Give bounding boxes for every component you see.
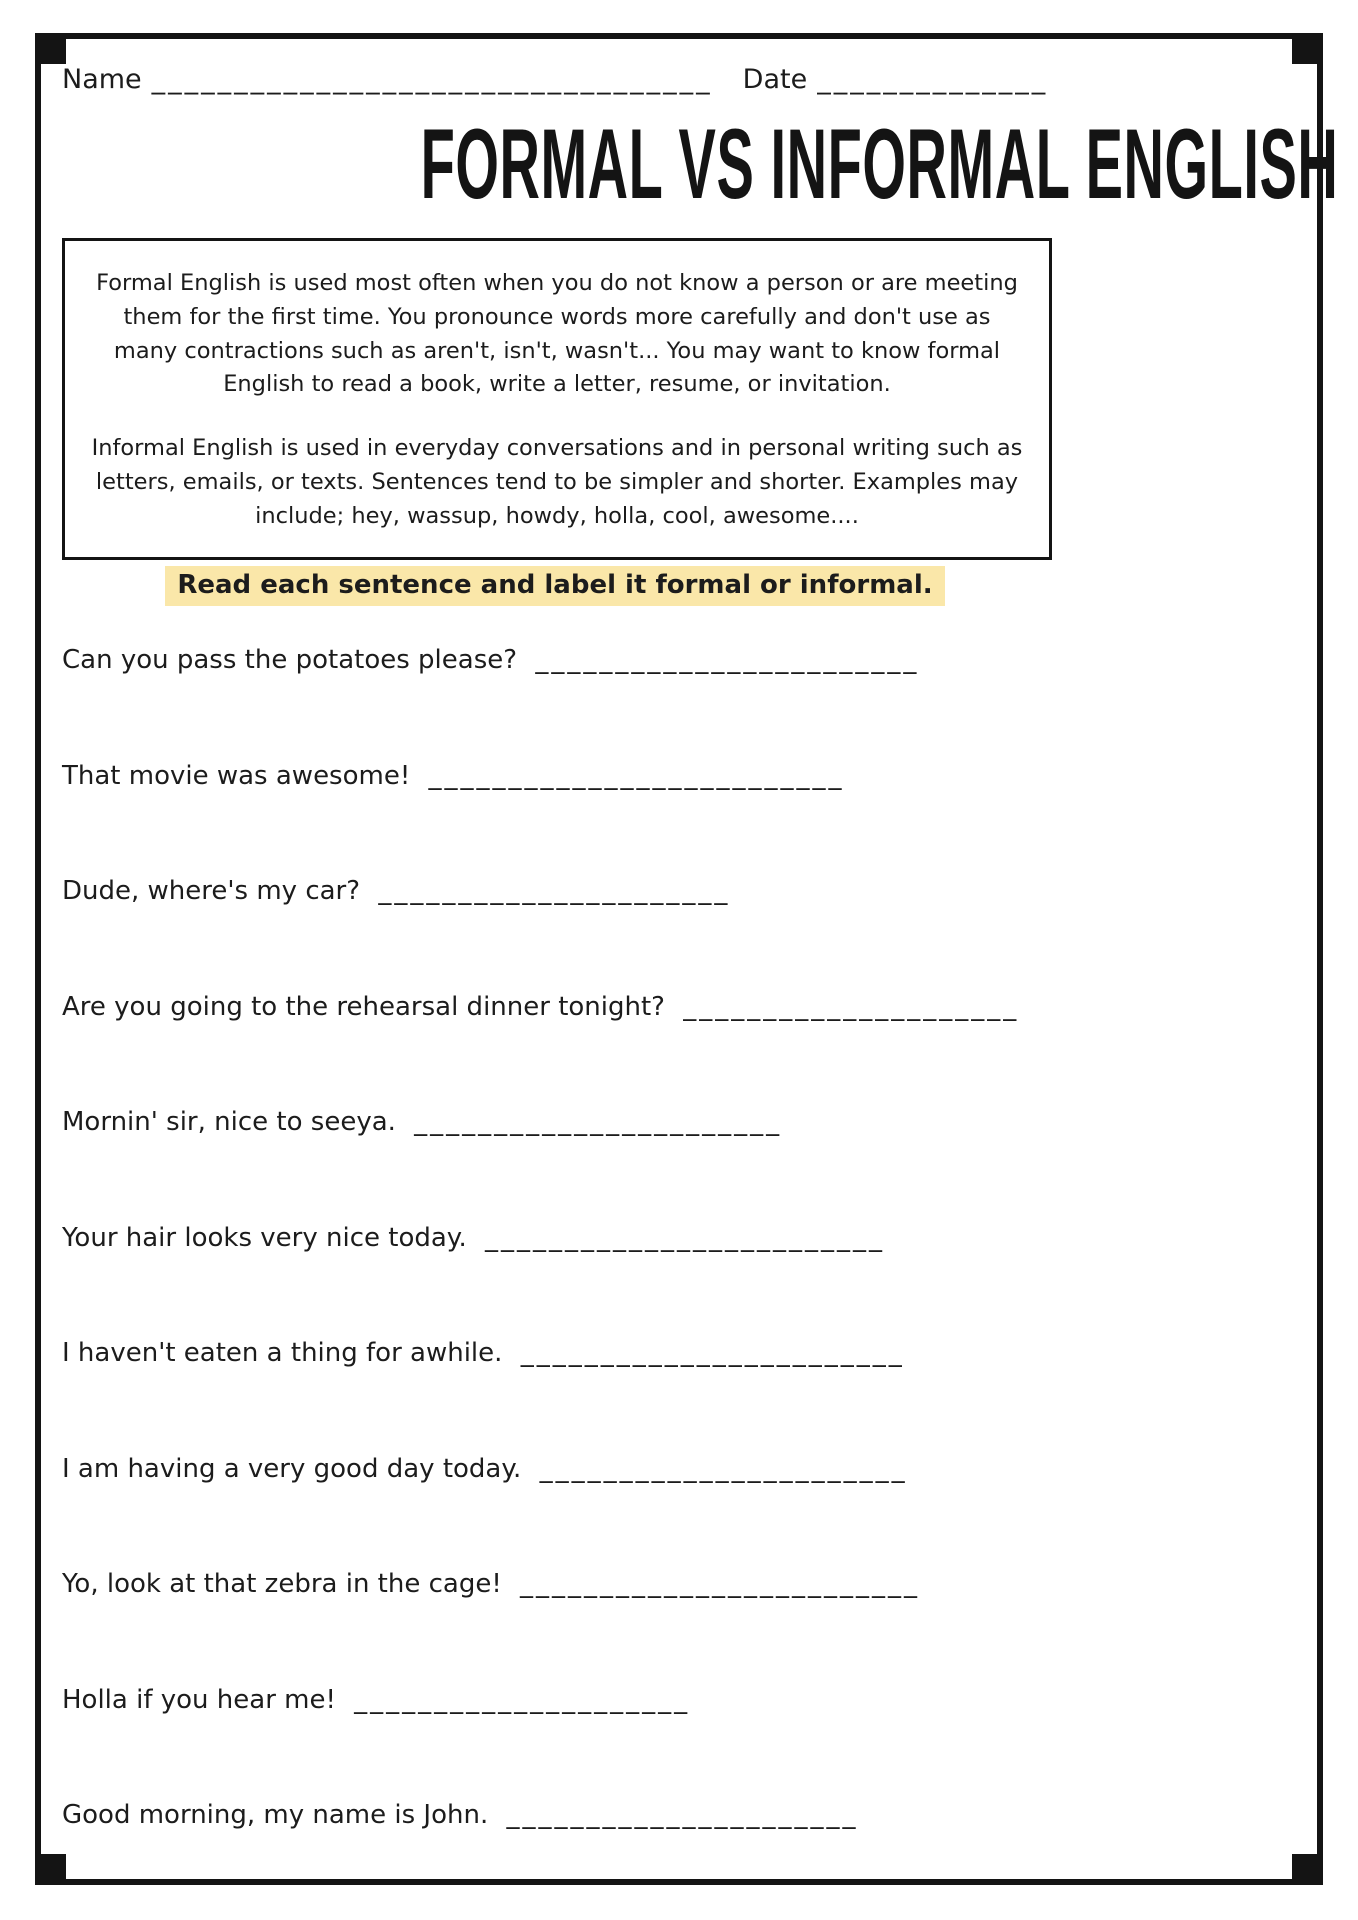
sentence-row [62, 645, 919, 675]
sentence-row [62, 876, 730, 906]
corner-square-bottom-right [1292, 1854, 1317, 1879]
title-row [60, 108, 1339, 223]
sentence-row [62, 1223, 885, 1253]
date-label: Date [742, 64, 808, 95]
answer-blank-line[interactable]: ______________________ [378, 876, 731, 906]
sentence-text: Mornin' sir, nice to seeya. [62, 1107, 396, 1137]
sentence-row [62, 1800, 859, 1830]
answer-blank-line[interactable]: __________________________ [428, 761, 845, 791]
sentence-row [62, 1107, 782, 1137]
sentence-text: Are you going to the rehearsal dinner tonight? [62, 992, 665, 1022]
sentence-row [62, 1569, 920, 1599]
answer-blank-line[interactable]: _________________________ [485, 1223, 885, 1253]
sentence-text: I am having a very good day today. [62, 1454, 522, 1484]
instruction-row [60, 566, 1050, 606]
name-date-row [62, 64, 1057, 95]
sentence-row [62, 992, 1019, 1022]
intro-box [62, 238, 1052, 560]
sentence-row [62, 1454, 908, 1484]
sentence-text: Yo, look at that zebra in the cage! [62, 1569, 502, 1599]
answer-blank-line[interactable]: _________________________ [520, 1569, 921, 1599]
corner-square-top-left [41, 39, 66, 64]
sentence-row [62, 1338, 905, 1368]
sentence-text: Dude, where's my car? [62, 876, 361, 906]
date-blank-line[interactable]: ______________ [817, 64, 1049, 95]
sentence-text: Can you pass the potatoes please? [62, 645, 518, 675]
corner-square-bottom-left [41, 1854, 66, 1879]
sentence-row [62, 761, 845, 791]
worksheet-title: FORMAL VS INFORMAL ENGLISH [420, 108, 1339, 220]
sentence-row [62, 1685, 690, 1715]
name-label: Name [62, 64, 142, 95]
sentence-text: Good morning, my name is John. [62, 1800, 489, 1830]
sentence-text: Holla if you hear me! [62, 1685, 336, 1715]
sentence-text: That movie was awesome! [62, 761, 411, 791]
answer-blank-line[interactable]: _____________________ [354, 1685, 691, 1715]
answer-blank-line[interactable]: _____________________ [683, 992, 1020, 1022]
answer-blank-line[interactable]: ________________________ [535, 645, 920, 675]
answer-blank-line[interactable]: _______________________ [539, 1454, 908, 1484]
answer-blank-line[interactable]: ________________________ [520, 1338, 905, 1368]
intro-paragraph-formal: Formal English is used most often when you do not know a person or are meeting them for the first time. You pronounce words more carefully and don't use as many contractions such as aren't, isn't, wasn't... You may want to know formal English to read a book, write a letter, resume, or invitation. [96, 270, 1018, 398]
sentence-text: Your hair looks very nice today. [62, 1223, 467, 1253]
corner-square-top-right [1292, 39, 1317, 64]
instruction-highlight: Read each sentence and label it formal or informal. [165, 566, 944, 606]
sentence-text: I haven't eaten a thing for awhile. [62, 1338, 503, 1368]
answer-blank-line[interactable]: ______________________ [506, 1800, 859, 1830]
intro-paragraph-informal: Informal English is used in everyday conversations and in personal writing such as letters, emails, or texts. Sentences tend to be simpler and shorter. Examples may include; hey, wassup, howdy, holla, cool, awesome.... [91, 435, 1023, 529]
answer-blank-line[interactable]: _______________________ [414, 1107, 783, 1137]
name-blank-line[interactable]: __________________________________ [151, 64, 713, 95]
